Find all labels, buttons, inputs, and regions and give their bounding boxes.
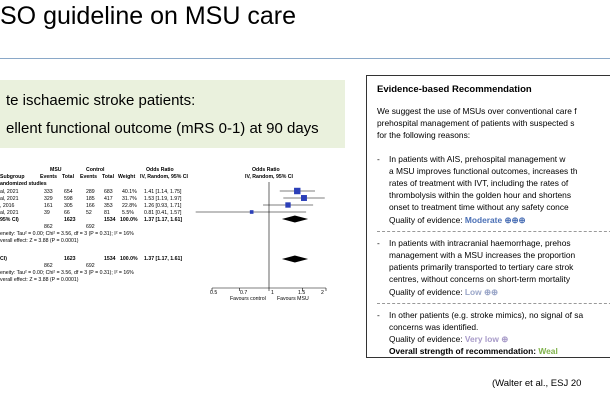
study-total-msu: 654 <box>64 189 73 195</box>
col-weight: Weight <box>118 174 136 180</box>
subgroup-header: Subgroup <box>0 174 25 180</box>
bullet-2-line: patients primarily transported to tertiary care strok <box>389 262 574 272</box>
favours-control-label: Favours control <box>230 296 266 302</box>
bullet-dash: - <box>377 154 380 164</box>
total-overall-effect: verall effect: Z = 3.88 (P = 0.0001) <box>0 277 79 283</box>
section-label: andomized studies <box>0 181 47 187</box>
study-name: , 2016 <box>0 203 15 209</box>
quality-low: Low ⊕⊕ <box>464 287 498 297</box>
msu-header: MSU <box>50 167 62 173</box>
col-events-control: Events <box>80 174 98 180</box>
total-diamond <box>282 256 308 263</box>
subtotal-weight: 100.0% <box>120 217 138 223</box>
study-total-msu: 598 <box>64 196 73 202</box>
subtotal-events-msu: 862 <box>44 224 53 230</box>
study-ci: 1.53 [1.19, 1.97] <box>144 196 182 202</box>
bullet-1-quality <box>389 215 526 225</box>
odds-ratio-header: Odds Ratio <box>146 167 174 173</box>
bullet-1-line: thrombolysis within the golden hour and shortens <box>389 190 572 200</box>
bullet-1-line: In patients with AIS, prehospital management w <box>389 154 566 164</box>
bullet-3-line: concerns was identified. <box>389 322 479 332</box>
subtotal-heterogeneity: eneity: Tau² = 0.00; Chi² = 3.56, df = 3 (P = 0.31); I² = 16% <box>0 231 134 237</box>
study-name: al, 2021 <box>0 189 19 195</box>
study-total-control: 81 <box>104 210 110 216</box>
study-name: al, 2021 <box>0 210 19 216</box>
total-ci: 1.37 [1.17, 1.61] <box>144 256 183 262</box>
intro-line: We suggest the use of MSUs over conventional care f <box>377 106 577 116</box>
tick-label: 2 <box>321 290 324 296</box>
study-events-msu: 161 <box>44 203 53 209</box>
study-estimate-square <box>294 188 300 194</box>
col-method-plot: IV, Random, 95% CI <box>245 174 293 180</box>
intro-line: prehospital management of patients with suspected s <box>377 118 575 128</box>
subtotal-total-control: 1534 <box>104 217 116 223</box>
study-estimate-square <box>301 195 307 201</box>
quality-label: Quality of evidence: <box>389 334 465 344</box>
tick-label: 0.5 <box>210 290 218 296</box>
subtotal-ci: 1.37 [1.17, 1.61] <box>144 217 183 223</box>
study-name: al, 2021 <box>0 196 19 202</box>
bullet-divider <box>377 303 610 304</box>
total-events-control: 692 <box>86 263 95 269</box>
forest-plot-graphic <box>0 162 345 312</box>
overall-label: Overall strength of recommendation: <box>389 346 539 356</box>
control-header: Control <box>86 167 105 173</box>
study-events-control: 52 <box>86 210 92 216</box>
total-heterogeneity: eneity: Tau² = 0.00; Chi² = 3.56, df = 3 (P = 0.31); I² = 16% <box>0 270 134 276</box>
study-events-msu: 333 <box>44 189 53 195</box>
quality-moderate: Moderate ⊕⊕⊕ <box>464 215 526 225</box>
total-label: CI) <box>0 256 7 262</box>
study-events-control: 185 <box>86 196 95 202</box>
study-estimate-square <box>285 202 290 207</box>
subtotal-events-control: 692 <box>86 224 95 230</box>
tick-label: 0.7 <box>240 290 248 296</box>
tick-label: 1.5 <box>298 290 306 296</box>
total-events-msu: 862 <box>44 263 53 269</box>
bullet-2-line: centres, without concerns on short-term mortality <box>389 274 571 284</box>
study-weight: 22.8% <box>122 203 137 209</box>
bullet-divider <box>377 231 610 232</box>
col-method: IV, Random, 95% CI <box>140 174 188 180</box>
study-ci: 1.26 [0.93, 1.71] <box>144 203 182 209</box>
col-total-msu: Total <box>62 174 75 180</box>
bullet-2-line: In patients with intracranial haemorrhage, prehos <box>389 238 571 248</box>
evidence-recommendation-box <box>366 75 610 358</box>
outcome-label: ellent functional outcome (mRS 0-1) at 90 days <box>6 120 319 137</box>
population-outcome-box <box>0 80 345 148</box>
bullet-3-quality <box>389 334 508 344</box>
study-weight: 31.7% <box>122 196 137 202</box>
study-weight: 40.1% <box>122 189 137 195</box>
study-total-msu: 305 <box>64 203 73 209</box>
population-label: te ischaemic stroke patients: <box>6 92 196 109</box>
quality-label: Quality of evidence: <box>389 287 465 297</box>
odds-ratio-plot-header: Odds Ratio <box>252 167 280 173</box>
citation: (Walter et al., ESJ 20 <box>492 378 582 389</box>
study-events-control: 166 <box>86 203 95 209</box>
study-total-msu: 66 <box>64 210 70 216</box>
col-total-control: Total <box>102 174 115 180</box>
study-total-control: 417 <box>104 196 113 202</box>
bullet-1-line: a MSU improves functional outcomes, increases th <box>389 166 578 176</box>
tick-label: 1 <box>271 290 274 296</box>
study-events-msu: 39 <box>44 210 50 216</box>
subtotal-label: 95% CI) <box>0 217 19 223</box>
favours-msu-label: Favours MSU <box>277 296 309 302</box>
study-total-control: 353 <box>104 203 113 209</box>
bullet-dash: - <box>377 238 380 248</box>
bullet-dash: - <box>377 310 380 320</box>
total-weight: 100.0% <box>120 256 138 262</box>
title-divider <box>0 58 610 59</box>
bullet-3-line: In other patients (e.g. stroke mimics), no signal of sa <box>389 310 584 320</box>
slide-title: SO guideline on MSU care <box>0 2 296 30</box>
quality-label: Quality of evidence: <box>389 215 465 225</box>
bullet-2-quality <box>389 287 498 297</box>
bullet-1-line: onset to treatment time without any safety conce <box>389 202 569 212</box>
intro-line: for the following reasons: <box>377 130 471 140</box>
subtotal-overall-effect: verall effect: Z = 3.88 (P = 0.0001) <box>0 238 79 244</box>
bullet-1-line: rates of treatment with IVT, including the rates of <box>389 178 569 188</box>
overall-strength <box>389 346 558 356</box>
study-ci: 1.41 [1.14, 1.75] <box>144 189 182 195</box>
study-total-control: 683 <box>104 189 113 195</box>
study-weight: 5.5% <box>122 210 134 216</box>
study-events-control: 289 <box>86 189 95 195</box>
total-control: 1534 <box>104 256 116 262</box>
study-estimate-square <box>250 210 254 214</box>
col-events-msu: Events <box>40 174 58 180</box>
study-events-msu: 329 <box>44 196 53 202</box>
total-msu: 1623 <box>64 256 76 262</box>
forest-plot <box>0 162 345 312</box>
bullet-2-line: management with a MSU increases the proportion <box>389 250 576 260</box>
subtotal-diamond <box>282 216 308 223</box>
overall-weak: Weal <box>538 346 558 356</box>
study-ci: 0.81 [0.41, 1.57] <box>144 210 182 216</box>
subtotal-total-msu: 1623 <box>64 217 76 223</box>
evidence-title: Evidence-based Recommendation <box>377 84 532 95</box>
quality-very-low: Very low ⊕ <box>464 334 509 344</box>
